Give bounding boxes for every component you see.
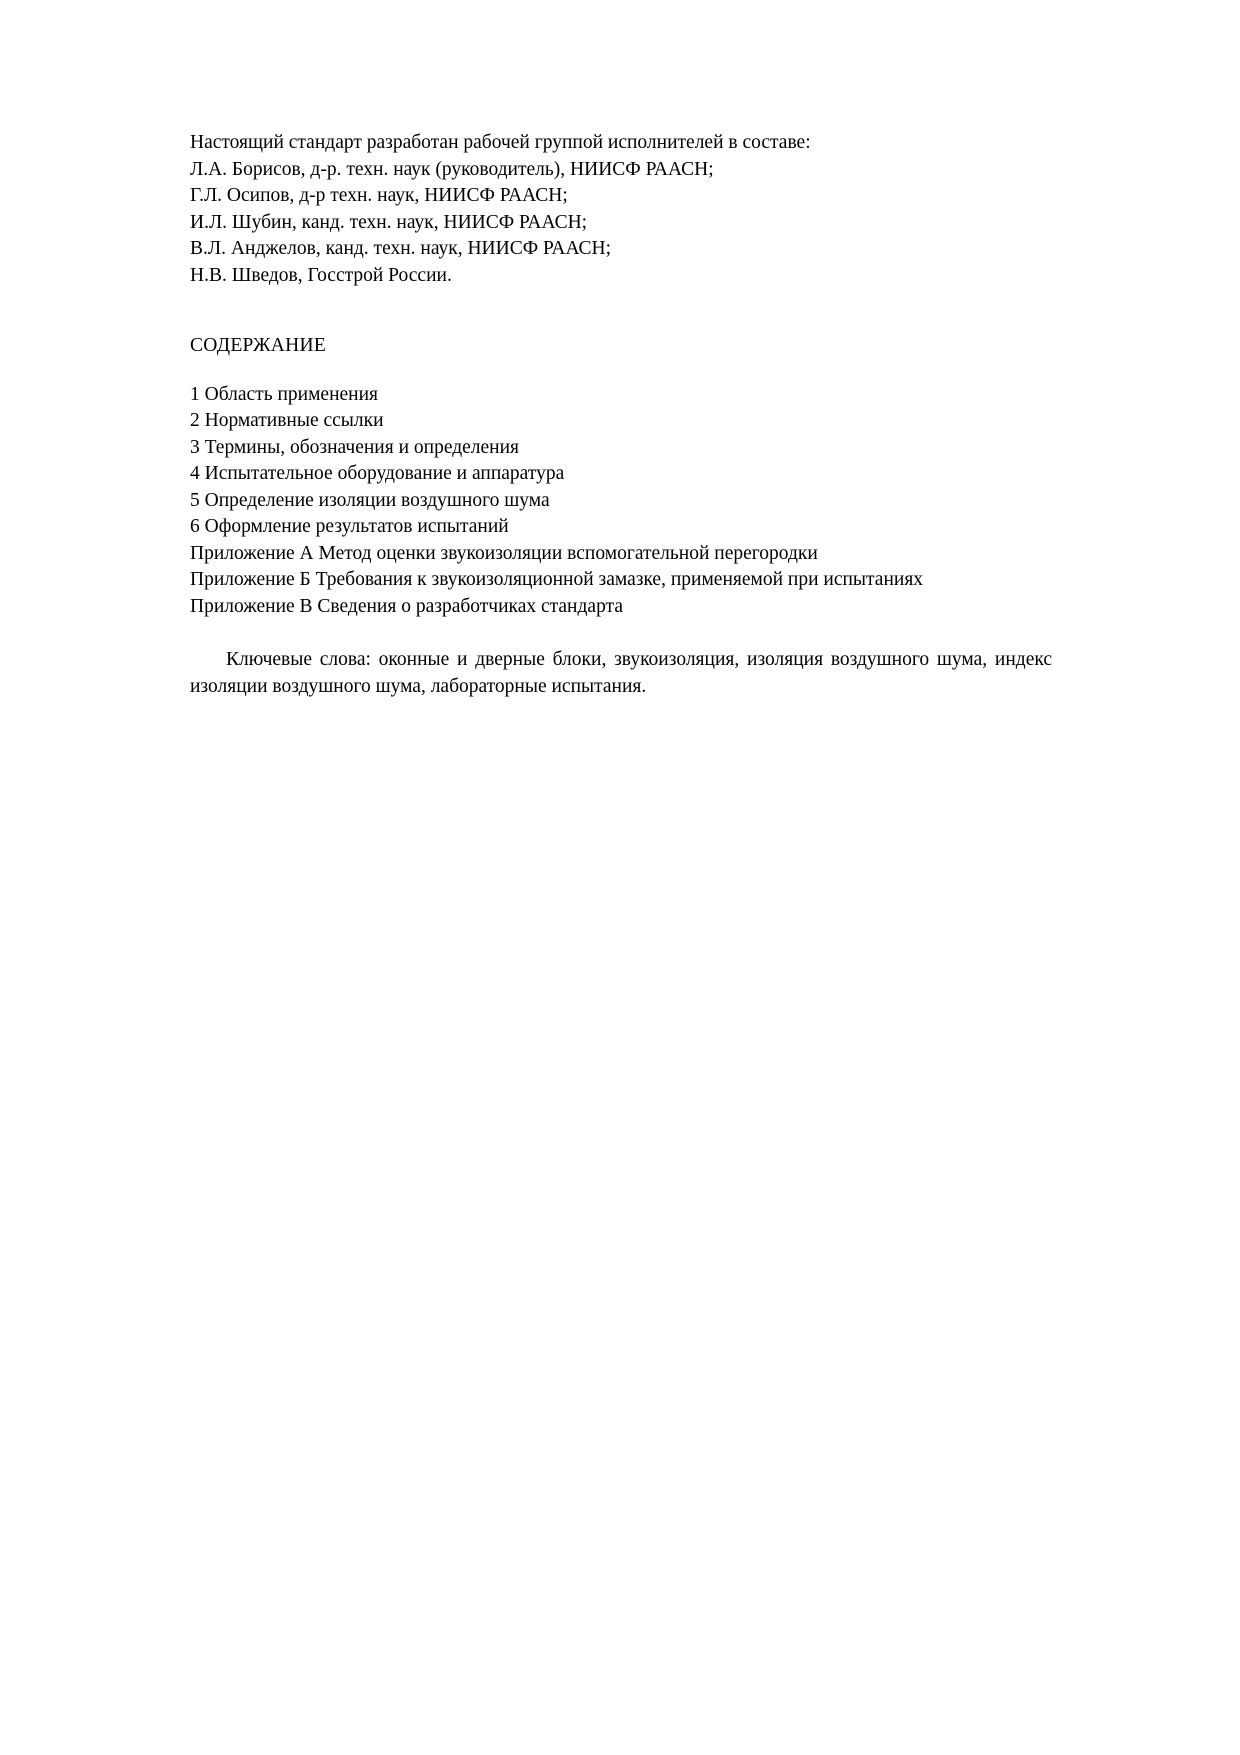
developer-entry: В.Л. Анджелов, канд. техн. наук, НИИСФ РААСН; bbox=[190, 238, 612, 259]
toc-entry: 6 Оформление результатов испытаний bbox=[190, 516, 509, 537]
toc-entry: 2 Нормативные ссылки bbox=[190, 410, 384, 431]
page-content bbox=[190, 130, 1052, 700]
developers-block bbox=[190, 130, 1052, 289]
developer-entry: Н.В. Шведов, Госстрой России. bbox=[190, 264, 452, 286]
developer-entry: Л.А. Борисов, д-р. техн. наук (руководитель), НИИСФ РААСН; bbox=[190, 158, 714, 180]
toc-entry: Приложение В Сведения о разработчиках стандарта bbox=[190, 595, 623, 617]
toc-entry: 3 Термины, обозначения и определения bbox=[190, 436, 520, 458]
developers-intro: Настоящий стандарт разработан рабочей группой исполнителей в составе: bbox=[190, 132, 811, 153]
toc-heading: СОДЕРЖАНИЕ bbox=[190, 335, 327, 356]
toc-entry: 4 Испытательное оборудование и аппаратура bbox=[190, 463, 565, 484]
developer-entry: И.Л. Шубин, канд. техн. наук, НИИСФ РААСН; bbox=[190, 211, 588, 233]
keywords-paragraph: Ключевые слова: оконные и дверные блоки, звукоизоляция, изоляция воздушного шума, индекс изоляции воздушного шума, лабораторные испытания. bbox=[190, 649, 1052, 697]
spacer bbox=[190, 360, 1052, 382]
spacer bbox=[190, 620, 1052, 646]
toc-entry: 1 Область применения bbox=[190, 383, 379, 405]
spacer bbox=[190, 289, 1052, 333]
toc-entry: Приложение Б Требования к звукоизоляционной замазке, применяемой при испытаниях bbox=[190, 569, 924, 590]
toc-entry: Приложение А Метод оценки звукоизоляции вспомогательной перегородки bbox=[190, 542, 818, 564]
toc-list bbox=[190, 382, 1052, 621]
developer-entry: Г.Л. Осипов, д-р техн. наук, НИИСФ РААСН; bbox=[190, 185, 568, 206]
toc-entry: 5 Определение изоляции воздушного шума bbox=[190, 489, 550, 511]
